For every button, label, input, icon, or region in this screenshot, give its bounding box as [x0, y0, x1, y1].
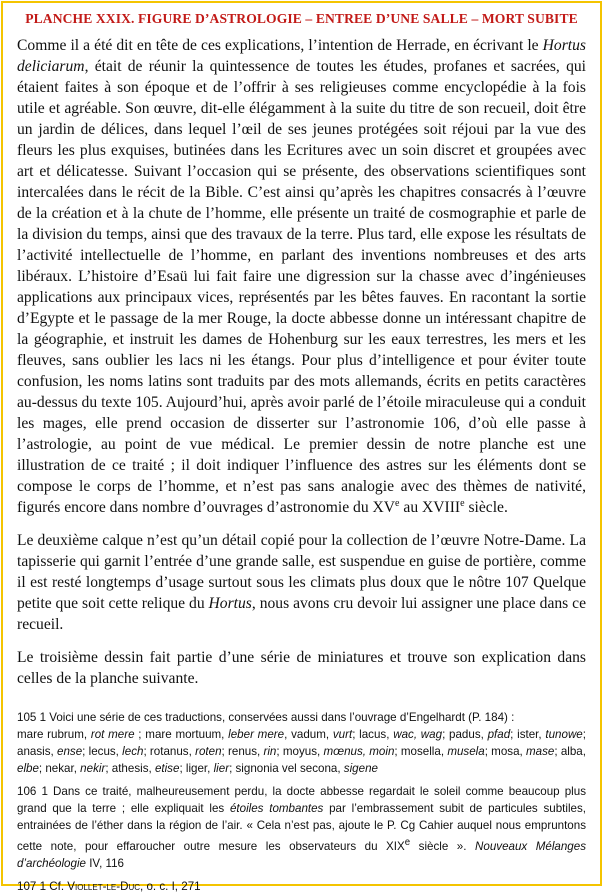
superscript: e — [460, 497, 465, 509]
text-run: ; renus, — [221, 745, 264, 758]
footnote-105 — [17, 709, 586, 777]
text-run: ; alba, — [554, 745, 586, 758]
text-run: ; lecus, — [82, 745, 123, 758]
italic-text: rin — [263, 745, 277, 758]
document-page — [1, 1, 602, 893]
paragraph — [17, 530, 586, 635]
text-run: ; liger, — [179, 762, 214, 775]
text-run: ; lacus, — [352, 728, 394, 741]
italic-text: mase — [526, 745, 555, 758]
italic-text: etise — [154, 762, 180, 775]
italic-text: Nouveaux Mélanges d’archéologie — [17, 839, 586, 870]
italic-text: Hortus deliciarum — [17, 37, 586, 75]
text-run: ; nekar, — [38, 762, 81, 775]
text-run: Le deuxième calque n’est qu’un détail copié pour la collection de l’œuvre Notre-Dame. La tapisserie qui garnit l’entrée d’une grande salle, est suspendue en guise de portière, comme il est resté longtemps d’usage surtout sous les climats plus doux que le nôtre 107 Quelque petite que soit cette relique du — [17, 532, 586, 612]
text-run: , était de réunir la quintessence de toutes les études, profanes et sacrées, qui étaient faites à son époque et de l’offrir à ses religieuses comme encyclopédie à la fois utile et agréable. Son œuvre, dit-elle élégamment à la suite du titre de son recueil, doit être un jardin de délices, dans lequel l’œil de ses jeunes protégées soit réjoui par la vue des fleurs les plus exquises, butinées dans les Ecritures avec un soin discret et groupées avec art et délicatesse. Suivant l’occasion qui se présente, des observations scientifiques sont intercalées dans le récit de la Bible. C’est ainsi qu’après les chapitres consacrés à l’œuvre de la création et à la chute de l’homme, elle présente un traité de cosmographie et parle de la division du temps, ainsi que des travaux de la terre. Plus tard, elle expose les résultats de l’activité intellectuelle de l’homme, en parlant des inventions nombreuses et des arts libéraux. L’histoire d’Esaü lui fait faire une digression sur la chasse avec d’ingénieuses applications aux principaux vices, représentés par les bêtes fauves. En racontant la sortie d’Egypte et le passage de la mer Rouge, la docte abbesse donne un intéressant chapitre de la géographie, et instruit les dames de Hohenburg sur les eaux terrestres, les mers et les fleuves, sans oublier les lacs ni les étangs. Pour plus d’intelligence et pour éviter toute confusion, les noms latins sont traduits par des mots allemands, écrits en petits caractères au-dessus du texte 105. Aujourd’hui, après avoir parlé de l’étoile miraculeuse qui a conduit les mages, elle prend occasion de disserter sur l’astronomie 106, d’où elle passe à l’astrologie, au point de vue médical. Le premier dessin de notre planche est une illustration de ce traité ; il doit indiquer l’influence des astres sur les éléments dont se compose le corps de l’homme, et n’est pas sans analogie avec des thèmes de nativité, figurés encore dans nombre d’ouvrages d’astronomie du XV — [17, 58, 586, 516]
text-run: 106 1 Dans ce traité, malheureusement perdu, la docte abbesse regardait le soleil comme beaucoup plus grand que la terre ; elle expliquait les — [17, 785, 586, 815]
italic-text: wac, wag — [393, 728, 443, 741]
text-run: , nous avons cru devoir lui assigner une place dans ce recueil. — [17, 595, 586, 633]
footnote-106 — [17, 783, 586, 872]
text-run: , o. c. I, 271 — [140, 879, 201, 893]
paragraph — [17, 35, 586, 518]
superscript: e — [404, 837, 411, 848]
text-run: ; moyus, — [276, 745, 324, 758]
text-run: ; ister, — [510, 728, 546, 741]
footnotes — [17, 709, 586, 895]
text-run: , vadum, — [284, 728, 333, 741]
paragraph — [17, 647, 586, 689]
italic-text: tunowe — [545, 728, 583, 741]
italic-text: leber mere — [228, 728, 285, 741]
text-run: ; mosella, — [394, 745, 448, 758]
superscript: e — [395, 497, 400, 509]
italic-text: pfad — [487, 728, 511, 741]
text-run: Viollet-le-Duc — [67, 879, 141, 893]
footnote-107 — [17, 878, 586, 895]
text-run: Le troisième dessin fait partie d’une série de miniatures et trouve son explication dans celles de la planche suivante. — [17, 649, 586, 687]
text-run: 107 1 Cf. — [17, 879, 68, 893]
italic-text: étoiles tombantes — [229, 802, 324, 815]
text-run: siècle ». — [410, 839, 475, 853]
text-run: ; mare mortuum, — [134, 728, 229, 741]
text-run: mare rubrum, — [17, 728, 91, 741]
text-run: au XVIII — [399, 499, 461, 516]
italic-text: musela — [447, 745, 485, 758]
italic-text: lech — [122, 745, 144, 758]
body-text — [17, 35, 586, 689]
text-run: ; anasis, — [17, 728, 586, 758]
italic-text: rot mere — [90, 728, 135, 741]
italic-text: Hortus — [208, 595, 252, 612]
text-run: par l’embrassement subit de particules subtiles, entrainées de l’éther dans la région de l’air. « Cela n’est pas, ajoute le P. Cg Cahier auquel nous empruntons cette note, pour effaroucher outre mesure les observateurs du XIX — [17, 802, 586, 853]
text-run: ; athesis, — [105, 762, 155, 775]
italic-text: lier — [213, 762, 230, 775]
italic-text: mœnus, moin — [323, 745, 395, 758]
text-run: siècle. — [464, 499, 508, 516]
text-run: ; signonia vel secona, — [229, 762, 344, 775]
text-run: IV, 116 — [85, 856, 125, 870]
italic-text: sigene — [343, 762, 378, 775]
text-run: 105 1 Voici une série de ces traductions, conservées aussi dans l’ouvrage d’Engelhardt (P. 184) : — [17, 711, 515, 724]
italic-text: nekir — [80, 762, 106, 775]
italic-text: ense — [57, 745, 83, 758]
text-run: ; rotanus, — [143, 745, 196, 758]
italic-text: roten — [195, 745, 222, 758]
text-run: ; padus, — [442, 728, 488, 741]
text-run: Comme il a été dit en tête de ces explications, l’intention de Herrade, en écrivant le — [17, 37, 543, 54]
italic-text: vurt — [332, 728, 353, 741]
italic-text: elbe — [17, 762, 39, 775]
text-run: ; mosa, — [484, 745, 526, 758]
page-title: PLANCHE XXIX. FIGURE D’ASTROLOGIE – ENTREE D’UNE SALLE – MORT SUBITE — [25, 11, 578, 26]
